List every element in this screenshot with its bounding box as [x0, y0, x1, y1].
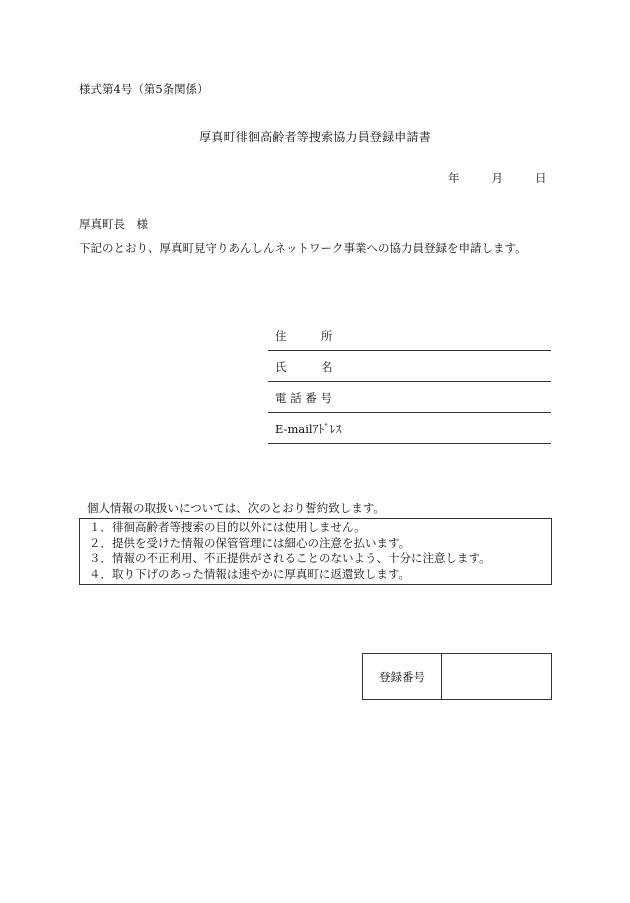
registration-number-label: 登録番号: [363, 654, 442, 699]
applicant-fields: [268, 320, 551, 444]
name-label: 氏 名: [275, 360, 333, 374]
address-label: 住 所: [275, 329, 333, 343]
pledge-item: ２．提供を受けた情報の保管管理には細心の注意を払います。: [89, 535, 411, 550]
form-number: 様式第4号（第5条関係）: [79, 82, 209, 96]
pledge-item: ４．取り下げのあった情報は速やかに厚真町に返還致します。: [89, 566, 410, 581]
date-line: [448, 170, 547, 186]
address-field[interactable]: [268, 320, 551, 351]
email-label: E-mailｱﾄﾞﾚｽ: [275, 422, 342, 436]
registration-number-box: [362, 653, 552, 700]
privacy-intro: 個人情報の取扱いについては、次のとおり誓約致します。: [87, 501, 385, 515]
date-month-label: 月: [491, 171, 503, 185]
request-statement: 下記のとおり、厚真町見守りあんしんネットワーク事業への協力員登録を申請します。: [79, 241, 527, 255]
name-field[interactable]: [268, 351, 551, 382]
privacy-pledge-box: [79, 518, 552, 585]
pledge-item: ３．情報の不正利用、不正提供がされることのないよう、十分に注意します。: [89, 551, 491, 565]
email-field[interactable]: [268, 413, 551, 444]
phone-label: 電 話 番 号: [275, 391, 332, 405]
registration-number-field[interactable]: [442, 654, 551, 699]
addressee: 厚真町長 様: [79, 217, 148, 231]
phone-field[interactable]: [268, 382, 551, 413]
pledge-item: １．徘徊高齢者等捜索の目的以外には使用しません。: [89, 520, 366, 534]
date-year-label: 年: [448, 171, 460, 185]
date-day-label: 日: [535, 171, 547, 185]
document-title: 厚真町徘徊高齢者等捜索協力員登録申請書: [199, 130, 431, 144]
